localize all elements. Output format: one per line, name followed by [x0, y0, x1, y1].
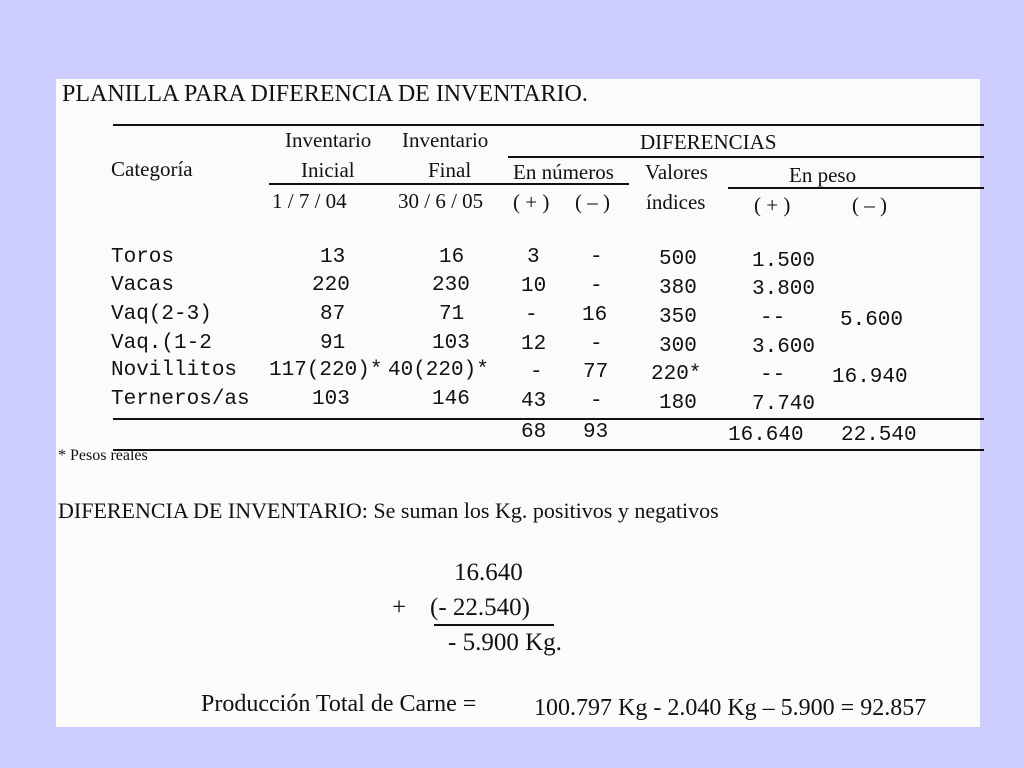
row-num-minus: 16: [582, 304, 608, 327]
row-peso-plus: --: [760, 307, 786, 330]
row-num-plus: 43: [521, 390, 547, 413]
row-num-minus: -: [590, 275, 603, 298]
row-peso-plus: 3.600: [752, 336, 816, 359]
scanned-document: [56, 79, 980, 727]
row-final: 230: [432, 274, 470, 297]
row-category: Vaq(2-3): [111, 303, 212, 326]
header-inventario-inicial-2: Inicial: [301, 158, 355, 182]
section-title: DIFERENCIA DE INVENTARIO: Se suman los Kg. positivos y negativos: [58, 498, 719, 523]
row-category: Novillitos: [111, 359, 238, 382]
row-index: 380: [659, 277, 697, 300]
calc-line-positive: 16.640: [454, 559, 523, 586]
production-label: Producción Total de Carne =: [201, 691, 477, 717]
header-inventario-final-date: 30 / 6 / 05: [398, 189, 484, 213]
row-category: Vaq.(1-2: [111, 332, 212, 355]
row-num-minus: 77: [583, 361, 609, 384]
row-num-minus: -: [590, 246, 603, 269]
total-num-plus: 68: [521, 421, 547, 444]
row-initial: 87: [320, 303, 346, 326]
header-peso-minus: ( – ): [852, 193, 887, 217]
row-final: 16: [439, 246, 465, 269]
footnote: * Pesos reales: [58, 447, 148, 464]
header-en-peso: En peso: [789, 163, 857, 187]
row-index: 300: [659, 335, 697, 358]
row-initial: 220: [312, 274, 350, 297]
header-inventario-final-1: Inventario: [402, 128, 489, 152]
row-num-plus: 10: [521, 275, 547, 298]
row-initial: 103: [312, 388, 350, 411]
row-final: 40(220)*: [388, 359, 489, 382]
row-index: 220*: [651, 363, 702, 386]
row-final: 103: [432, 332, 470, 355]
total-peso-plus: 16.640: [728, 424, 804, 447]
row-index: 180: [659, 392, 697, 415]
header-num-minus: ( – ): [575, 190, 610, 214]
table-top-rule: [113, 124, 984, 126]
header-peso-plus: ( + ): [754, 193, 791, 217]
header-indices: índices: [646, 190, 706, 214]
row-peso-plus: 3.800: [752, 278, 816, 301]
row-peso-plus: --: [760, 364, 786, 387]
header-inventario-inicial-1: Inventario: [285, 128, 372, 152]
row-num-plus: -: [530, 361, 543, 384]
calc-plus-sign: +: [392, 594, 407, 621]
row-category: Vacas: [111, 274, 175, 297]
row-category: Terneros/as: [111, 388, 250, 411]
header-valores: Valores: [645, 160, 708, 184]
document-title: PLANILLA PARA DIFERENCIA DE INVENTARIO.: [62, 81, 588, 107]
totals-bottom-rule: [113, 449, 984, 451]
row-num-minus: -: [590, 333, 603, 356]
row-peso-plus: 7.740: [752, 393, 816, 416]
row-final: 71: [439, 303, 465, 326]
row-index: 500: [659, 248, 697, 271]
row-category: Toros: [111, 246, 175, 269]
total-peso-minus: 22.540: [841, 424, 917, 447]
row-num-plus: 12: [521, 333, 547, 356]
row-final: 146: [432, 388, 470, 411]
row-initial: 117(220)*: [269, 359, 383, 382]
header-inventario-final-2: Final: [428, 158, 472, 182]
row-num-plus: -: [525, 304, 538, 327]
header-category: Categoría: [111, 157, 193, 181]
calc-result: - 5.900 Kg.: [448, 629, 562, 656]
header-en-numeros: En números: [513, 160, 614, 184]
header-inventario-inicial-date: 1 / 7 / 04: [272, 189, 347, 213]
totals-top-rule: [113, 418, 984, 420]
row-num-minus: -: [590, 390, 603, 413]
row-num-plus: 3: [527, 246, 540, 269]
total-num-minus: 93: [583, 421, 609, 444]
calc-sum-rule: [434, 624, 554, 626]
header-diferencias: DIFERENCIAS: [640, 130, 777, 154]
row-peso-minus: 5.600: [840, 309, 904, 332]
header-num-plus: ( + ): [513, 190, 550, 214]
differences-rule: [508, 156, 984, 158]
production-formula: 100.797 Kg - 2.040 Kg – 5.900 = 92.857: [534, 695, 927, 721]
row-initial: 91: [320, 332, 346, 355]
row-peso-minus: 16.940: [832, 366, 908, 389]
calc-line-negative: (- 22.540): [430, 594, 530, 621]
row-initial: 13: [320, 246, 346, 269]
row-index: 350: [659, 306, 697, 329]
row-peso-plus: 1.500: [752, 250, 816, 273]
